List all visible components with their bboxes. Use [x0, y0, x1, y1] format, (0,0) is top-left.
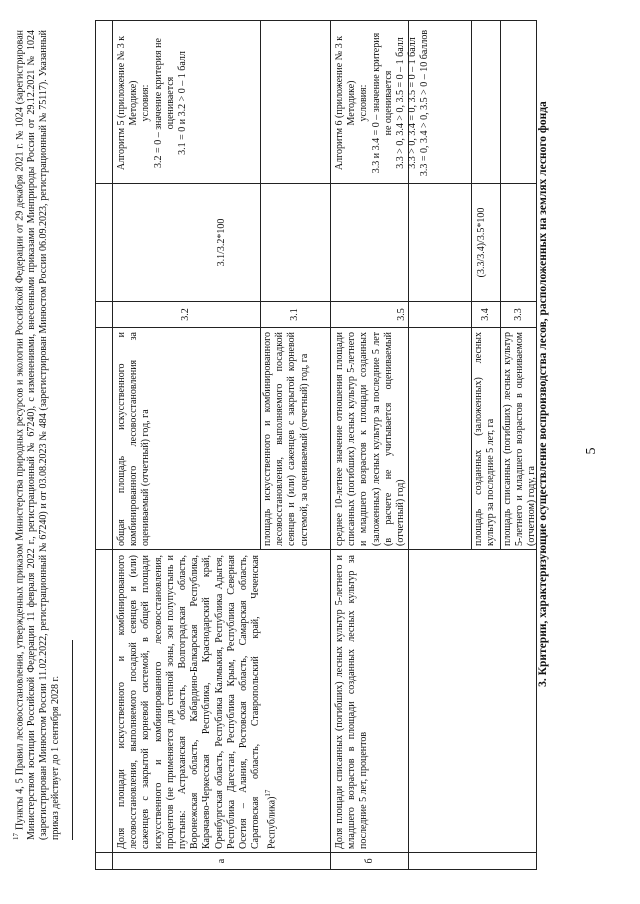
- formula: 3.1/3.2*100: [216, 218, 227, 267]
- row-label: а: [216, 858, 227, 864]
- parameter-code: 3.5: [396, 308, 407, 321]
- footnote-rule: [72, 640, 73, 840]
- col-divider: [96, 549, 536, 550]
- parameter-text: площадь искусственного и комбинированного лесовосстановления, выполняемого посадкой сеянцев и (или) саженцев с закрытой корневой системой, за оцениваемый (отчетный) год, га: [262, 332, 310, 546]
- page-number: 5: [584, 447, 599, 455]
- parameter-text: общая площадь искусственного и комбинированного лесовосстановления за оцениваемый (отчетный) год, га: [116, 332, 152, 546]
- parameter-code: 3.3: [513, 308, 524, 321]
- row-label: б: [364, 858, 375, 864]
- parameter-text: площадь созданных (заложенных) лесных культур за последние 5 лет, га: [473, 332, 497, 546]
- row-divider: [330, 21, 331, 869]
- parameter-code: 3.1: [289, 308, 300, 321]
- parameter-text: среднее 10-летнее значение отношения площади списанных (погибших) лесных культур 5-летнего и младшего возрастов к площади созданных (заложенных) лесных культур за последние 5 лет (в расчете не учитывается оцениваемый (отчетный) год): [334, 332, 407, 546]
- criteria-table: [95, 20, 537, 870]
- formula: (3.3/3.4)/3.5*100: [476, 207, 487, 278]
- section-title: 3. Критерии, характеризующие осуществление воспроизводства лесов, расположенных на землях лесного фонда: [537, 101, 549, 687]
- algorithm-text: Алгоритм 6 (приложение № 3 к Методике) условия: 3.3 и 3.4 = 0 – значение критерия не оценивается 3.3 > 0, 3.4 > 0, 3.5 = 0 – 1 балл 3.3 > 0, 3.4 = 0, 3.5 = 0 – 1 балл 3.3 = 0, 3.4 > 0, 3.5 > 0 – 10 баллов: [334, 29, 431, 177]
- indicator-text: Доля площади списанных (погибших) лесных культур 5-летнего и младшего возрастов в площади созданных лесных культур за последние 5 лет, процентов: [334, 555, 370, 849]
- row-divider: [112, 21, 113, 869]
- parameter-code: 3.4: [480, 308, 491, 321]
- footnote: $^{17}$ Пункты 4, 5 Правил лесовосстановления, утвержденных приказом Министерства природных ресурсов и экологии Российской Федерации от 29 декабря 2021 г. № 1024 (зарегистрирован Министерством юстиции Российской Федерации 11 февраля 2022 г., регистрационный № 67240), с изменениями, внесенными приказами Минприроды России от 29.12.2021 № 1024 (зарегистрирован Минюстом России 11.02.2022, регистрационный № 67240) и от 03.08.2023 № 484 (зарегистрирован Минюстом России 06.09.2023, регистрационный № 75117). Указанный приказ действует до 1 сентября 2028 г.: [12, 30, 62, 840]
- col-divider: [96, 327, 536, 328]
- indicator-text: Доля площади искусственного и комбинированного лесовосстановления, выполняемого посадкой сеянцев и (или) саженцев с закрытой корневой системой, в общей площади искусственного и комбинированного лесовосстановления, процентов (не применяется для степной зоны, зон полупустынь и пустынь: Астраханская область, Волгоградская область, Воронежская область, Кабардино-Балкарская Республика, Карачаево-Черкесская Республика, Краснодарский край, Оренбургская область, Республика Калмыкия, Республика Адыгея, Республика Дагестан, Республика Крым, Республика Северная Осетия – Алания, Ростовская область, Самарская область, Саратовская область, Ставропольский край, Чеченская Республика)$^{17}$: [116, 555, 278, 849]
- parameter-text: площадь списанных (погибших) лесных культур 5-летнего и младшего возрастов в оцениваемом (отчетном) году, га: [502, 332, 538, 546]
- parameter-code: 3.2: [180, 308, 191, 321]
- algorithm-text: Алгоритм 5 (приложение № 3 к Методике) условия: 3.2 = 0 – значение критерия не оценивается 3.1 = 0 и 3.2 > 0 – 1 балл: [116, 35, 189, 171]
